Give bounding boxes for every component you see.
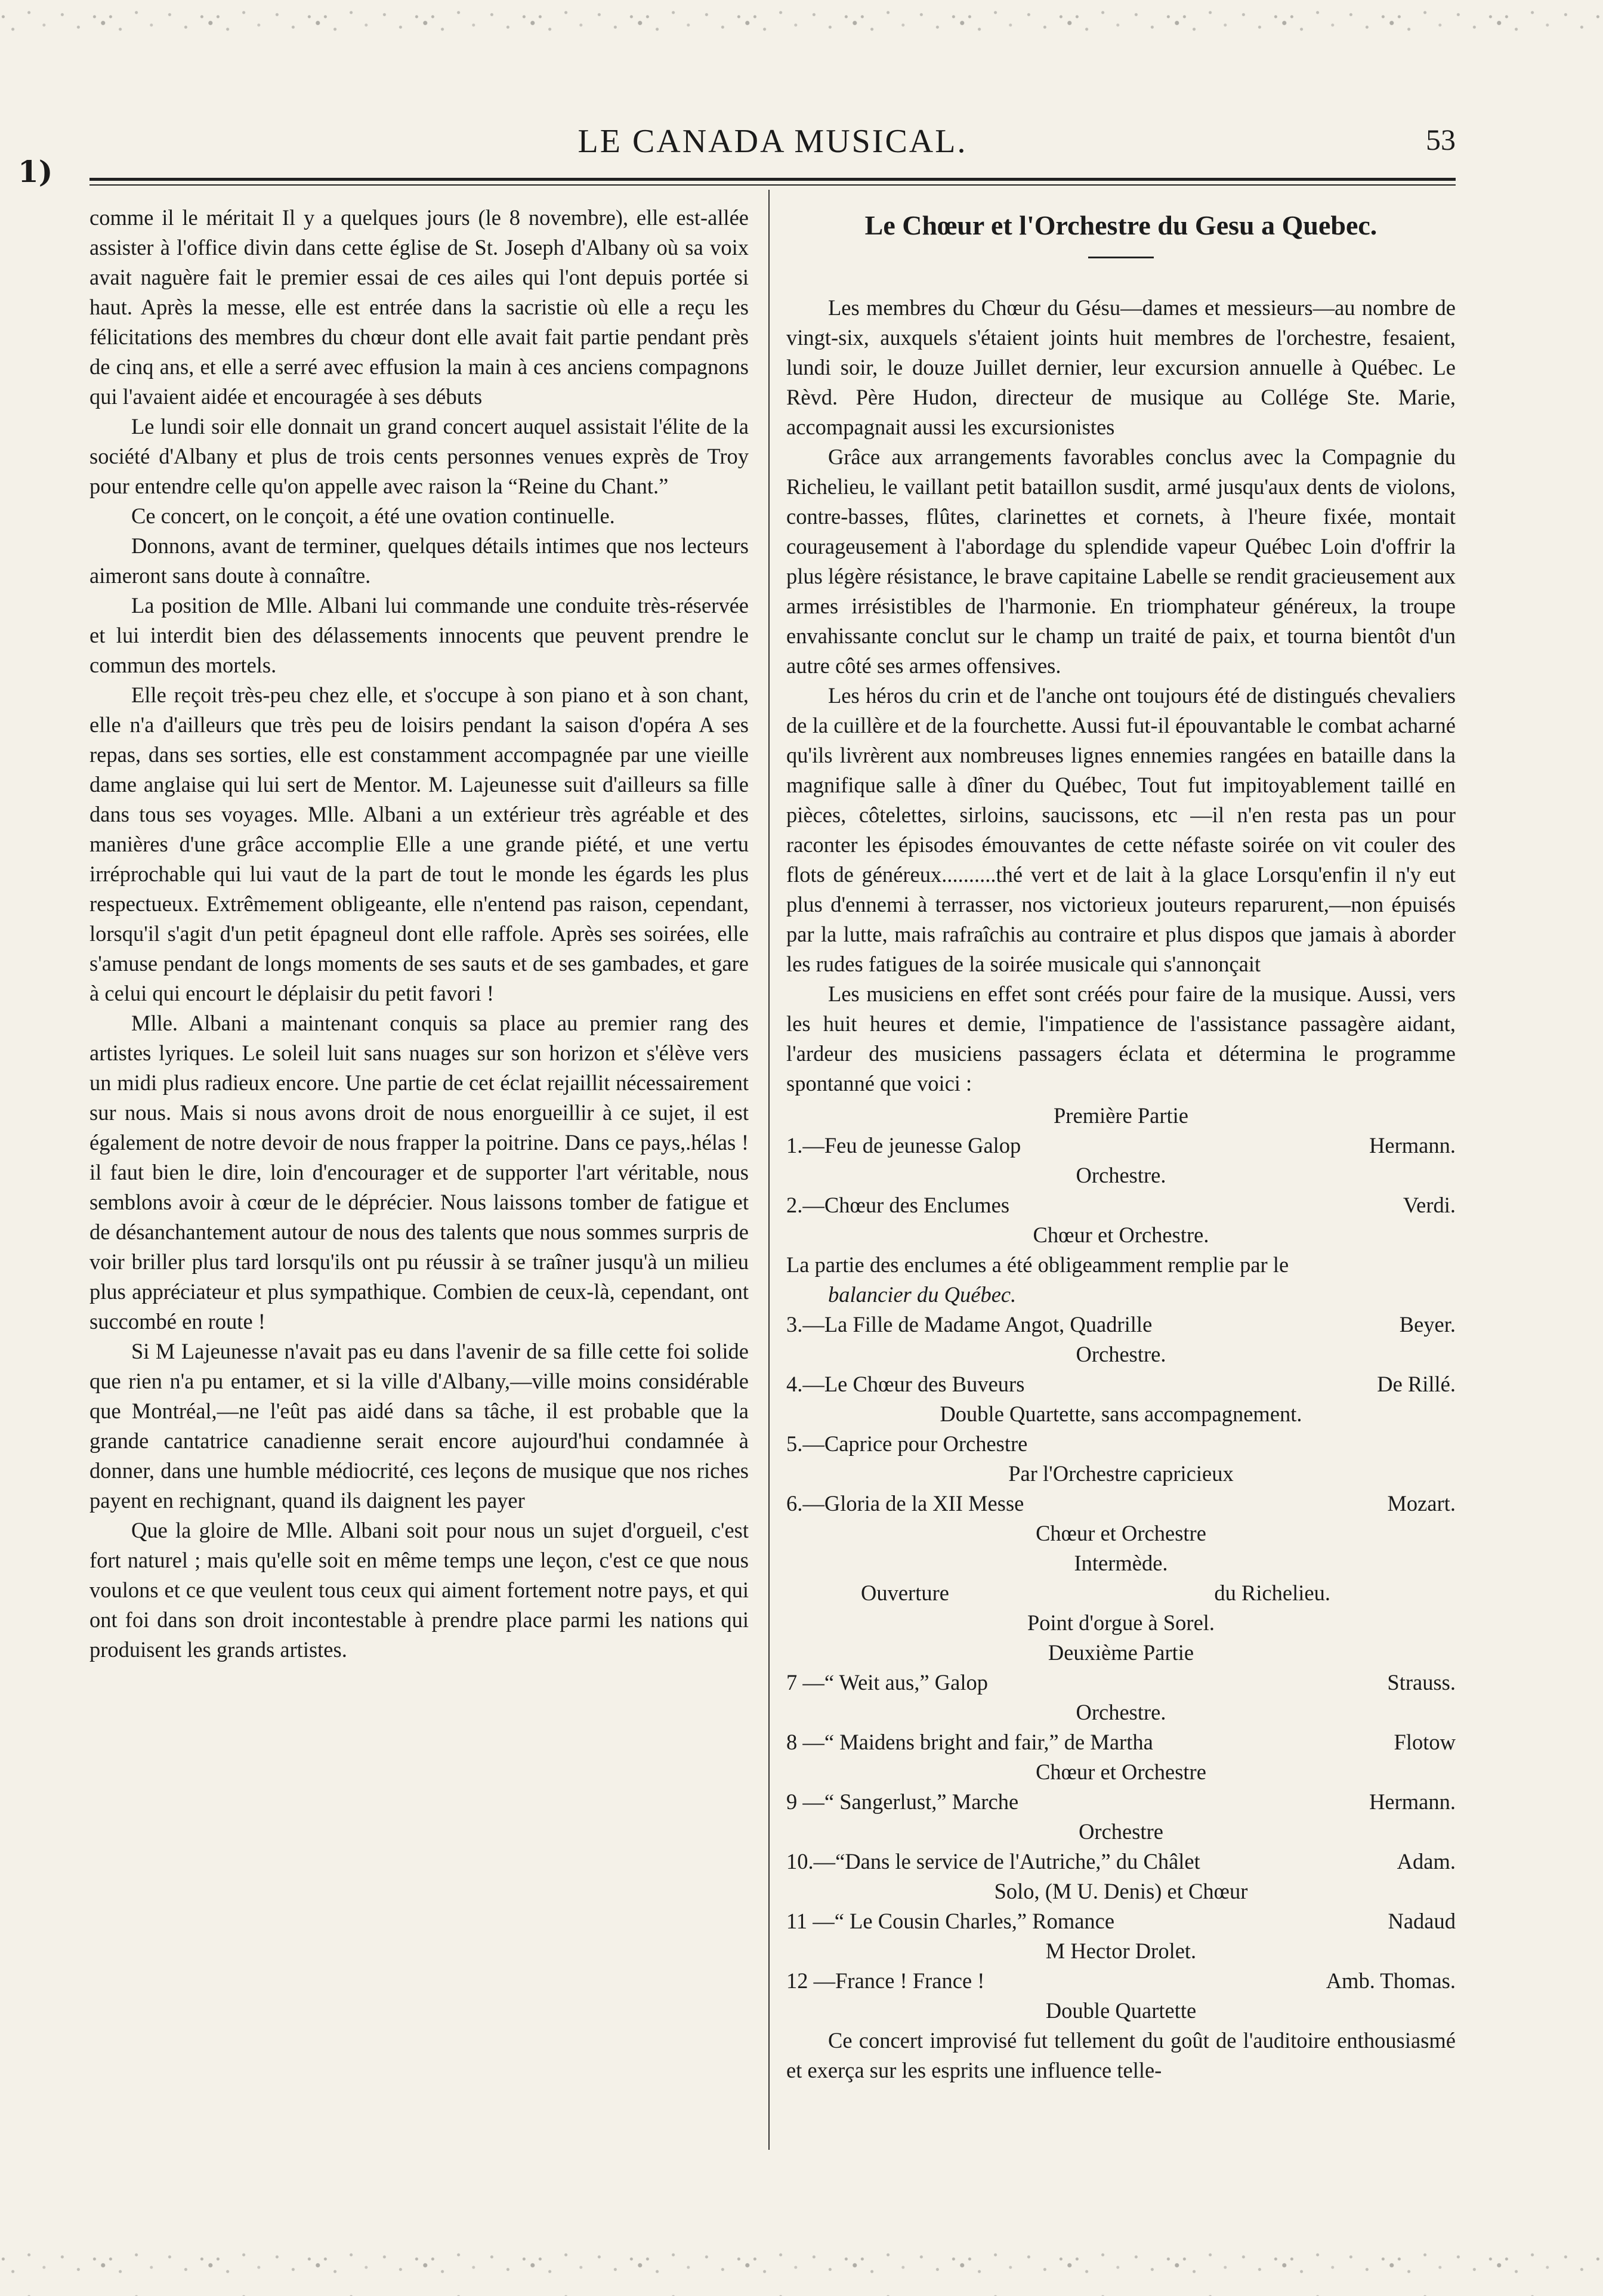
item-title: “ Le Cousin Charles,” Romance: [834, 1909, 1115, 1933]
left-paragraph: comme il le méritait Il y a quelques jours (le 8 novembre), elle est-allée assister à l'office divin dans cette église de St. Joseph d'Albany où sa voix avait naguère fait le premier essai de ces ailes qui l'ont depuis portée si haut. Après la messe, elle est entrée dans la sacristie où elle a reçu les félicitations des membres du chœur dont elle avait fait partie pendant près de cinq ans, et elle a serré avec effusion la main à ces anciens compagnons qui l'avaient aidée et encouragée à ses débuts: [89, 205, 749, 409]
item-composer: Flotow: [1394, 1730, 1456, 1754]
overture-performer: Point d'orgue à Sorel.: [1027, 1610, 1215, 1635]
item-number: 3.—: [786, 1312, 824, 1337]
program-item: [786, 1966, 1456, 2026]
program-item: [786, 1787, 1456, 1847]
item-composer: Strauss.: [1387, 1670, 1456, 1695]
concert-program: [786, 1101, 1456, 2026]
leader-dots: [955, 1582, 1208, 1600]
item-composer: Mozart.: [1387, 1491, 1456, 1516]
item-composer: Hermann.: [1369, 1133, 1456, 1158]
item-number: 11 —: [786, 1909, 835, 1933]
intermission-heading: Intermède.: [1074, 1551, 1168, 1575]
item-performer: M Hector Drolet.: [1045, 1939, 1197, 1963]
item-performer: Par l'Orchestre capricieux: [1008, 1461, 1234, 1486]
program-part-one-heading: Première Partie: [1053, 1103, 1188, 1128]
left-paragraph: Elle reçoit très-peu chez elle, et s'occupe à son piano et à son chant, elle n'a d'ailleurs que très peu de loisirs pendant la saison d'opéra A ses repas, dans ses sorties, elle est constamment accompagnée par une vieille dame anglaise qui lui sert de Mentor. M. Lajeunesse suit d'ailleurs sa fille dans tous ses voyages. Mlle. Albani a un extérieur très agréable et des manières d'une grâce accomplie Elle a une grande piété, et une vertu irréprochable qui lui vaut de la part de tout le monde les égards les plus respectueux. Extrêmement obligeante, elle n'entend pas raison, cependant, lorsqu'il s'agit d'un petit épagneul dont elle raffole. Après ses soirées, elle s'amuse pendant de longs moments de ses sauts et de ses gambades, et gare à celui qui encourt le déplaisir du petit favori !: [89, 683, 749, 1005]
item-title: Le Chœur des Buveurs: [824, 1372, 1025, 1396]
item-performer: Solo, (M U. Denis) et Chœur: [994, 1879, 1248, 1903]
leader-dots: [1206, 1851, 1391, 1869]
left-paragraph: La position de Mlle. Albani lui commande une conduite très-réservée et lui interdit bien des délassements innocents que peuvent prendre le commun des mortels.: [89, 593, 749, 677]
item-number: 9 —: [786, 1789, 824, 1814]
leader-dots: [1159, 1732, 1388, 1749]
leader-dots: [994, 1672, 1381, 1690]
right-paragraph: Grâce aux arrangements favorables conclus avec la Compagnie du Richelieu, le vaillant petit bataillon susdit, armé jusqu'aux dents de violons, contre-basses, flûtes, clarinettes et cornets, à l'heure fixée, montait courageusement à l'abordage du splendide vapeur Québec Loin d'offrir la plus légère résistance, le brave capitaine Labelle se rendit gracieusement aux armes irrésistibles de l'harmonie. En triomphateur généreux, la troupe envahissante conclut sur le champ un traité de paix, et tourna bientôt d'un autre côté ses armes offensives.: [786, 445, 1456, 678]
title-rule: [1088, 257, 1154, 258]
item-composer: Hermann.: [1369, 1789, 1456, 1814]
item-title: “ Maidens bright and fair,” de Martha: [824, 1730, 1153, 1754]
right-column: [786, 203, 1456, 2085]
program-item: [786, 1190, 1456, 1250]
left-column: [89, 203, 749, 1665]
running-title: LE CANADA MUSICAL.: [577, 123, 968, 160]
item-composer: Adam.: [1397, 1849, 1456, 1874]
program-note: La partie des enclumes a été obligeamment remplie par le: [786, 1252, 1289, 1277]
program-item: [786, 1369, 1456, 1429]
item-title: “Dans le service de l'Autriche,” du Châlet: [835, 1849, 1200, 1874]
program-part-two-heading: Deuxième Partie: [1048, 1640, 1194, 1665]
right-paragraph: Les héros du crin et de l'anche ont toujours été de distingués chevaliers de la cuillère et de la fourchette. Aussi fut-il épouvantable le combat acharné qu'ils livrèrent aux nombreuses lignes ennemies rangées en bataille dans la magnifique salle à dîner du Québec, Tout fut impitoyablement taillé en pièces, côtelettes, sirloins, saucissons, etc —il n'en resta pas un pour raconter les épisodes émouvantes de cette néfaste soirée on vit couler des flots de généreux..........thé vert et de lait à la glace Lorsqu'enfin il n'y eut plus d'ennemi à terrasser, nos victorieux jouteurs reparurent,—non épuisés par la lutte, mais rafraîchis au contraire et plus dispos que jamais à aborder les rudes fatigues de la soirée musicale qui s'annonçait: [786, 683, 1456, 976]
item-performer: Chœur et Orchestre.: [1033, 1223, 1209, 1247]
item-title: Caprice pour Orchestre: [824, 1431, 1028, 1456]
right-paragraph: Les musiciens en effet sont créés pour faire de la musique. Aussi, vers les huit heures et demie, l'impatience de l'assistance passagère aidant, l'ardeur des musiciens passagers éclata et détermina le programme spontanné que voici :: [786, 982, 1456, 1095]
item-performer: Chœur et Orchestre: [1036, 1521, 1206, 1545]
overture-line: [786, 1578, 1456, 1608]
page-edge-speckle-top: [0, 0, 1603, 42]
program-item: [786, 1727, 1456, 1787]
item-title: “ Weit aus,” Galop: [824, 1670, 988, 1695]
leader-dots: [1024, 1791, 1363, 1809]
program-item: [786, 1847, 1456, 1906]
leader-dots: [1027, 1135, 1363, 1153]
item-number: 2.—: [786, 1193, 824, 1217]
leader-dots: [1030, 1493, 1381, 1511]
leader-dots: [990, 1970, 1320, 1988]
overture-source: du Richelieu.: [1214, 1581, 1330, 1605]
program-item: [786, 1489, 1456, 1548]
item-composer: Nadaud: [1388, 1909, 1456, 1933]
item-number: 10.—: [786, 1849, 836, 1874]
item-number: 5.—: [786, 1431, 824, 1456]
item-performer: Chœur et Orchestre: [1036, 1760, 1206, 1784]
article-title: Le Chœur et l'Orchestre du Gesu a Quebec.: [864, 210, 1377, 240]
item-number: 12 —: [786, 1968, 836, 1993]
program-item: [786, 1131, 1456, 1190]
item-performer: Orchestre.: [1076, 1342, 1166, 1366]
page-edge-speckle-bottom: [0, 2242, 1603, 2296]
leader-dots: [1015, 1195, 1397, 1212]
left-paragraph: Si M Lajeunesse n'avait pas eu dans l'avenir de sa fille cette foi solide que rien n'a pu entamer, et si la ville d'Albany,—ville moins considérable que Montréal,—ne l'eût pas aidé dans sa tâche, il est probable que la grande cantatrice canadienne serait encore aujourd'hui condamnée à donner, dans une humble médiocrité, ces leçons de musique que nos riches payent en rechignant, quand ils daignent les payer: [89, 1339, 749, 1513]
leader-dots: [1033, 1433, 1230, 1451]
item-performer: Orchestre: [1079, 1819, 1163, 1844]
item-performer: Orchestre.: [1076, 1163, 1166, 1187]
right-paragraph: Les membres du Chœur du Gésu—dames et messieurs—au nombre de vingt-six, auxquels s'étaient joints huit membres de l'orchestre, fesaient, lundi soir, le douze Juillet dernier, leur excursion annuelle à Québec. Le Rèvd. Père Hudon, directeur de musique au Collége Ste. Marie, accompagnait aussi les excursionistes: [786, 295, 1456, 439]
margin-mark: 1): [18, 154, 53, 189]
item-composer: De Rillé.: [1377, 1372, 1456, 1396]
leader-dots: [1120, 1911, 1382, 1928]
item-number: 4.—: [786, 1372, 824, 1396]
item-number: 7 —: [786, 1670, 824, 1695]
item-composer: Amb. Thomas.: [1326, 1968, 1456, 1993]
item-title: “ Sangerlust,” Marche: [824, 1789, 1019, 1814]
program-item: [786, 1906, 1456, 1966]
item-number: 8 —: [786, 1730, 824, 1754]
program-note-cont: balancier du Québec.: [828, 1282, 1017, 1307]
header-rule-thin: [89, 184, 1456, 186]
running-header: [89, 122, 1456, 170]
item-performer: Double Quartette, sans accompagnement.: [940, 1402, 1302, 1426]
program-item: [786, 1310, 1456, 1369]
left-paragraph: Ce concert, on le conçoit, a été une ovation continuelle.: [131, 504, 615, 528]
item-performer: Double Quartette: [1045, 1998, 1197, 2023]
item-title: Feu de jeunesse Galop: [824, 1133, 1021, 1158]
leader-dots: [1030, 1374, 1371, 1391]
column-divider: [768, 190, 770, 2150]
program-item: [786, 1668, 1456, 1727]
program-item: [786, 1429, 1456, 1489]
item-title: Chœur des Enclumes: [824, 1193, 1010, 1217]
item-number: 6.—: [786, 1491, 824, 1516]
item-title: La Fille de Madame Angot, Quadrille: [824, 1312, 1153, 1337]
overture-title: Ouverture: [861, 1581, 949, 1605]
leader-dots: [1158, 1314, 1393, 1332]
item-composer: Beyer.: [1399, 1312, 1456, 1337]
item-performer: Orchestre.: [1076, 1700, 1166, 1724]
left-paragraph: Donnons, avant de terminer, quelques détails intimes que nos lecteurs aimeront sans doute à connaître.: [89, 533, 749, 588]
item-title: Gloria de la XII Messe: [824, 1491, 1024, 1516]
closing-paragraph: Ce concert improvisé fut tellement du goût de l'auditoire enthousiasmé et exerça sur les esprits une influence telle-: [786, 2028, 1456, 2082]
item-composer: Verdi.: [1403, 1193, 1456, 1217]
header-rule-thick: [89, 178, 1456, 181]
item-number: 1.—: [786, 1133, 824, 1158]
left-paragraph: Que la gloire de Mlle. Albani soit pour nous un sujet d'orgueil, c'est fort naturel ; mais qu'elle soit en même temps une leçon, c'est ce que nous voulons et ce que veulent tous ceux qui aiment fortement notre pays, et qui ont foi dans son droit incontestable à prendre place parmi les nations qui produisent les grands artistes.: [89, 1518, 749, 1662]
left-paragraph: Mlle. Albani a maintenant conquis sa place au premier rang des artistes lyriques. Le soleil luit sans nuages sur son horizon et s'élève vers un midi plus radieux encore. Une partie de cet éclat rejaillit nécessairement sur nous. Mais si nous avons droit de nous enorgueillir à ce sujet, il est également de notre devoir de nous frapper la poitrine. Dans ce pays,.hélas ! il faut bien le dire, loin d'encourager et de supporter l'art véritable, nous semblons avoir à cœur de le déprécier. Nous laissons tomber de fatigue et de désanchantement autour de nous des talents que nous sommes surpris de voir briller plus tard lorsqu'ils ont pu réussir à se traîner jusqu'à un milieu plus appréciateur et plus sympathique. Combien de ceux-là, cependant, ont succombé en route !: [89, 1011, 749, 1334]
left-paragraph: Le lundi soir elle donnait un grand concert auquel assistait l'élite de la société d'Albany et plus de trois cents personnes venues exprès de Troy pour entendre celle qu'on appelle avec raison la “Reine du Chant.”: [89, 414, 749, 498]
item-title: France ! France !: [835, 1968, 985, 1993]
page-number: 53: [1426, 123, 1456, 156]
